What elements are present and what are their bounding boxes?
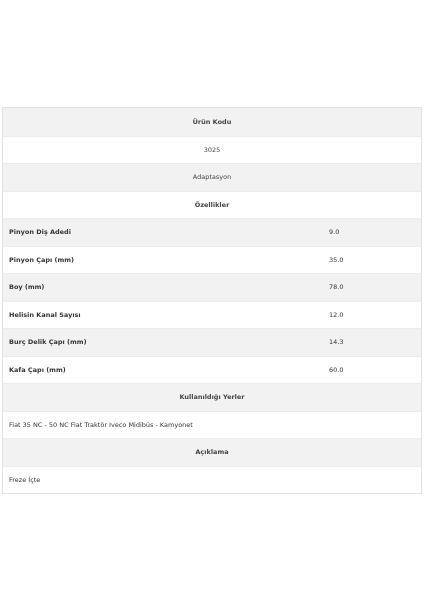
product-code-label: Ürün Kodu [192, 117, 232, 126]
spec-row [3, 246, 421, 274]
spec-value: 78.0 [329, 283, 344, 292]
spec-row [3, 328, 421, 356]
description-header-label: Açıklama [195, 448, 229, 457]
spec-value: 14.3 [329, 338, 344, 347]
specs-header [3, 191, 421, 219]
product-code-header [3, 108, 421, 136]
description-text: Freze İçte [9, 475, 41, 484]
spec-key: Pinyon Diş Adedi [9, 228, 71, 237]
spec-value: 35.0 [329, 255, 344, 264]
spec-key: Pinyon Çapı (mm) [9, 255, 74, 264]
spec-key: Helisin Kanal Sayısı [9, 310, 81, 319]
spec-row [3, 301, 421, 329]
spec-row [3, 356, 421, 384]
spec-key: Kafa Çapı (mm) [9, 365, 66, 374]
usage-header-label: Kullanıldığı Yerler [179, 393, 245, 402]
product-code-row [3, 136, 421, 164]
spec-row [3, 218, 421, 246]
description-row [3, 466, 421, 494]
spec-value: 60.0 [329, 365, 344, 374]
usage-header [3, 383, 421, 411]
spec-key: Burç Delik Çapı (mm) [9, 338, 87, 347]
usage-row [3, 411, 421, 439]
spec-table [2, 107, 422, 494]
category-value: Adaptasyon [192, 173, 232, 182]
spec-value: 9.0 [329, 228, 340, 237]
specs-header-label: Özellikler [194, 200, 230, 209]
category-row [3, 163, 421, 191]
spec-key: Boy (mm) [9, 283, 45, 292]
usage-text: Fiat 35 NC - 50 NC Fiat Traktör Iveco Midibüs - Kamyonet [9, 420, 193, 429]
spec-row [3, 273, 421, 301]
spec-value: 12.0 [329, 310, 344, 319]
description-header [3, 438, 421, 466]
product-code-value: 3025 [203, 145, 221, 154]
